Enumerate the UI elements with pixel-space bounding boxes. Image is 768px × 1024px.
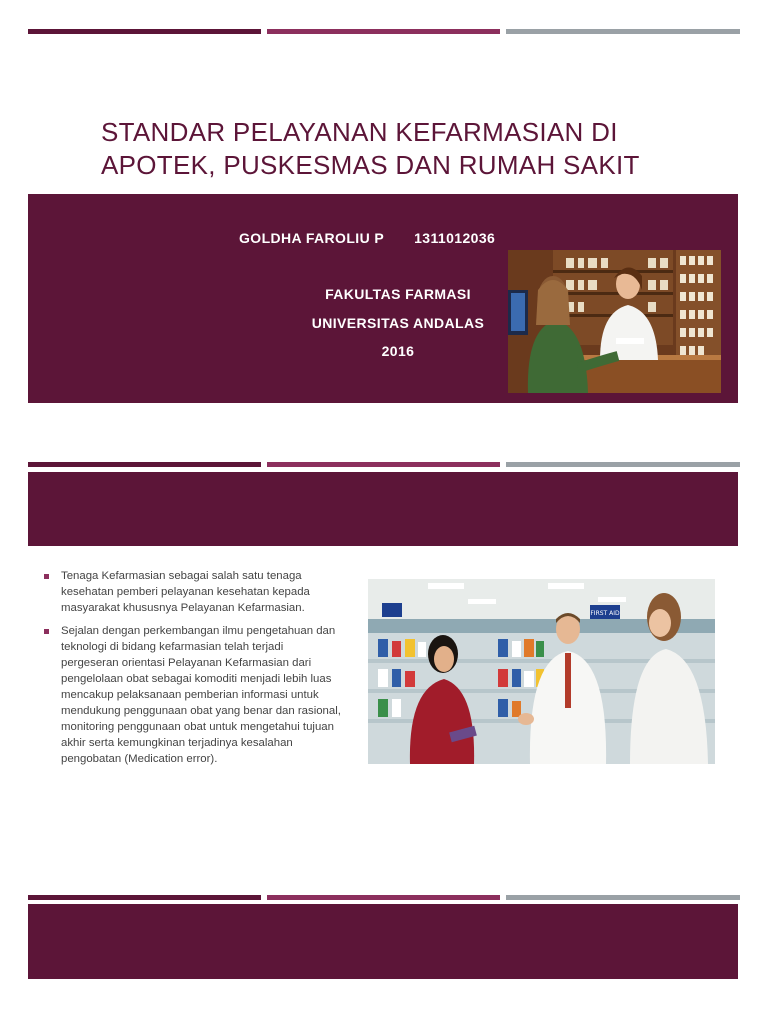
accent-bars-slide1: [28, 29, 740, 34]
bullet-text: Sejalan dengan perkembangan ilmu pengetahuan dan teknologi di bidang kefarmasian telah terjadi pergeseran orientasi Pelayanan Kefarmasian dari pengelolaan obat sebagai komoditi menjadi lebih luas mencakup pelaksanaan pemberian informasi untuk mendukung penggunaan obat yang benar dan rasional, monitoring penggunaan obat untuk mengetahui tujuan akhir serta kemungkinan terjadinya kesalahan pengobatan (Medication error).: [61, 625, 341, 765]
bullet-list: [44, 568, 344, 774]
list-item: [44, 568, 344, 616]
first-aid-sign: FIRST AID: [590, 610, 620, 617]
bullet-square-icon: [44, 574, 49, 579]
accent-bars-slide2: [28, 462, 740, 467]
author-nim: 1311012036: [414, 230, 496, 246]
accent-bar-magenta: [267, 462, 500, 467]
author-name: GOLDHA FAROLIU P: [239, 230, 385, 246]
author-line: [239, 230, 495, 246]
faculty-text: FAKULTAS FARMASI: [325, 286, 471, 302]
accent-bar-maroon: [28, 462, 261, 467]
title-panel-slide2: [28, 472, 738, 546]
slide-title-line1: STANDAR PELAYANAN KEFARMASIAN DI: [101, 117, 618, 147]
slide-title-line2: APOTEK, PUSKESMAS DAN RUMAH SAKIT: [101, 150, 640, 180]
accent-bars-slide3: [28, 895, 740, 900]
bullet-square-icon: [44, 629, 49, 634]
pharmacist-consultation-photo: [368, 579, 715, 764]
pharmacist-consultation-illustration: [368, 579, 715, 764]
title-panel-slide3: [28, 904, 738, 979]
accent-bar-maroon: [28, 895, 261, 900]
pharmacy-counter-photo: [508, 250, 721, 393]
subtitle-panel: [28, 194, 738, 403]
bullet-text: Tenaga Kefarmasian sebagai salah satu tenaga kesehatan pemberi pelayanan kesehatan kepada masyarakat khususnya Pelayanan Kefarmasian.: [61, 570, 310, 614]
accent-bar-gray: [506, 29, 740, 34]
university-text: UNIVERSITAS ANDALAS: [311, 315, 485, 331]
slide-title: [101, 116, 721, 182]
list-item: [44, 623, 344, 767]
accent-bar-magenta: [267, 29, 500, 34]
pharmacy-counter-illustration: [508, 250, 721, 393]
accent-bar-gray: [506, 895, 740, 900]
accent-bar-magenta: [267, 895, 500, 900]
accent-bar-gray: [506, 462, 740, 467]
year-text: 2016: [381, 343, 415, 359]
accent-bar-maroon: [28, 29, 261, 34]
